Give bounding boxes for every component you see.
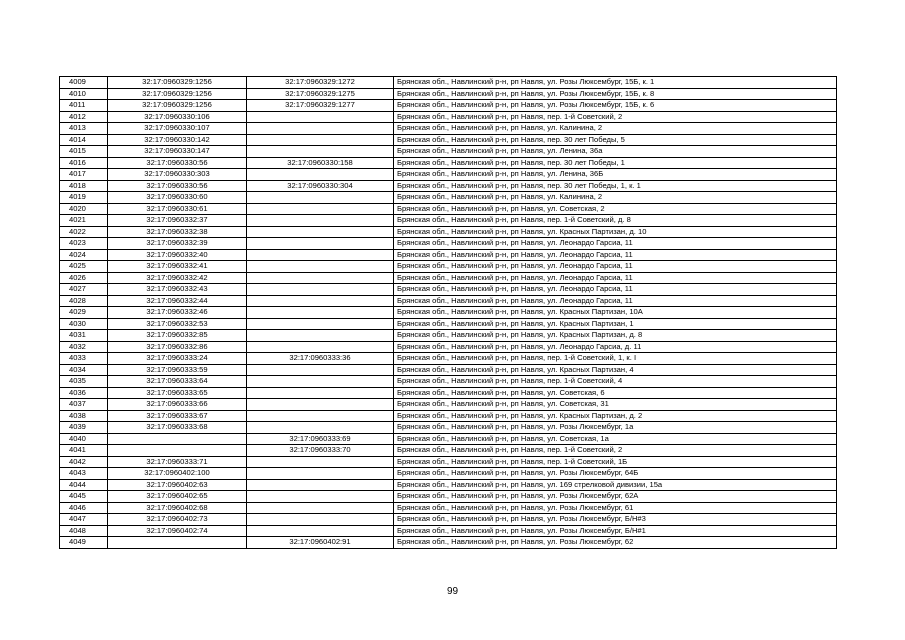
address-cell: Брянская обл., Навлинский р-н, рп Навля, пер. 1-й Советский, 2 bbox=[394, 445, 837, 457]
row-number-cell: 4040 bbox=[60, 433, 108, 445]
table-row bbox=[60, 77, 837, 89]
property-registry-table bbox=[59, 76, 837, 549]
table-row bbox=[60, 88, 837, 100]
cadastral-number-cell: 32:17:0960332:37 bbox=[108, 215, 247, 227]
cadastral-number-cell: 32:17:0960333:64 bbox=[108, 376, 247, 388]
cadastral-number-cell: 32:17:0960333:24 bbox=[108, 353, 247, 365]
related-cadastral-number-cell: 32:17:0960330:304 bbox=[247, 180, 394, 192]
address-cell: Брянская обл., Навлинский р-н, рп Навля, ул. Розы Люксембург, 15Б, к. 6 bbox=[394, 100, 837, 112]
cadastral-number-cell: 32:17:0960333:67 bbox=[108, 410, 247, 422]
related-cadastral-number-cell bbox=[247, 146, 394, 158]
cadastral-number-cell: 32:17:0960332:38 bbox=[108, 226, 247, 238]
address-cell: Брянская обл., Навлинский р-н, рп Навля, пер. 1-й Советский, 2 bbox=[394, 111, 837, 123]
related-cadastral-number-cell bbox=[247, 123, 394, 135]
row-number-cell: 4032 bbox=[60, 341, 108, 353]
related-cadastral-number-cell bbox=[247, 295, 394, 307]
cadastral-number-cell: 32:17:0960332:43 bbox=[108, 284, 247, 296]
table-row bbox=[60, 100, 837, 112]
related-cadastral-number-cell bbox=[247, 318, 394, 330]
address-cell: Брянская обл., Навлинский р-н, рп Навля, ул. Леонардо Гарсиа, 11 bbox=[394, 284, 837, 296]
cadastral-number-cell: 32:17:0960333:65 bbox=[108, 387, 247, 399]
row-number-cell: 4037 bbox=[60, 399, 108, 411]
related-cadastral-number-cell: 32:17:0960333:70 bbox=[247, 445, 394, 457]
address-cell: Брянская обл., Навлинский р-н, рп Навля, ул. Розы Люксембург, 15Б, к. 1 bbox=[394, 77, 837, 89]
row-number-cell: 4017 bbox=[60, 169, 108, 181]
registry-table-body bbox=[60, 77, 837, 549]
row-number-cell: 4026 bbox=[60, 272, 108, 284]
row-number-cell: 4047 bbox=[60, 514, 108, 526]
related-cadastral-number-cell bbox=[247, 456, 394, 468]
row-number-cell: 4015 bbox=[60, 146, 108, 158]
row-number-cell: 4046 bbox=[60, 502, 108, 514]
table-row bbox=[60, 491, 837, 503]
address-cell: Брянская обл., Навлинский р-н, рп Навля, ул. Красных Партизан, 1 bbox=[394, 318, 837, 330]
table-row bbox=[60, 479, 837, 491]
related-cadastral-number-cell bbox=[247, 192, 394, 204]
address-cell: Брянская обл., Навлинский р-н, рп Навля, ул. Розы Люксембург, 61 bbox=[394, 502, 837, 514]
cadastral-number-cell: 32:17:0960402:100 bbox=[108, 468, 247, 480]
cadastral-number-cell: 32:17:0960333:68 bbox=[108, 422, 247, 434]
row-number-cell: 4041 bbox=[60, 445, 108, 457]
cadastral-number-cell: 32:17:0960330:56 bbox=[108, 157, 247, 169]
cadastral-number-cell: 32:17:0960402:68 bbox=[108, 502, 247, 514]
row-number-cell: 4027 bbox=[60, 284, 108, 296]
related-cadastral-number-cell bbox=[247, 261, 394, 273]
address-cell: Брянская обл., Навлинский р-н, рп Навля, ул. Калинина, 2 bbox=[394, 192, 837, 204]
address-cell: Брянская обл., Навлинский р-н, рп Навля, ул. Розы Люксембург, 1а bbox=[394, 422, 837, 434]
address-cell: Брянская обл., Навлинский р-н, рп Навля, пер. 30 лет Победы, 1 bbox=[394, 157, 837, 169]
row-number-cell: 4013 bbox=[60, 123, 108, 135]
cadastral-number-cell: 32:17:0960332:46 bbox=[108, 307, 247, 319]
row-number-cell: 4023 bbox=[60, 238, 108, 250]
row-number-cell: 4029 bbox=[60, 307, 108, 319]
related-cadastral-number-cell bbox=[247, 399, 394, 411]
table-row bbox=[60, 456, 837, 468]
related-cadastral-number-cell bbox=[247, 364, 394, 376]
table-row bbox=[60, 376, 837, 388]
cadastral-number-cell: 32:17:0960402:63 bbox=[108, 479, 247, 491]
address-cell: Брянская обл., Навлинский р-н, рп Навля, пер. 1-й Советский, 1Б bbox=[394, 456, 837, 468]
table-row bbox=[60, 192, 837, 204]
cadastral-number-cell: 32:17:0960330:142 bbox=[108, 134, 247, 146]
table-row bbox=[60, 410, 837, 422]
cadastral-number-cell: 32:17:0960332:53 bbox=[108, 318, 247, 330]
related-cadastral-number-cell bbox=[247, 111, 394, 123]
table-row bbox=[60, 272, 837, 284]
related-cadastral-number-cell bbox=[247, 330, 394, 342]
cadastral-number-cell: 32:17:0960330:56 bbox=[108, 180, 247, 192]
row-number-cell: 4038 bbox=[60, 410, 108, 422]
cadastral-number-cell: 32:17:0960332:85 bbox=[108, 330, 247, 342]
cadastral-number-cell: 32:17:0960330:147 bbox=[108, 146, 247, 158]
related-cadastral-number-cell: 32:17:0960333:69 bbox=[247, 433, 394, 445]
cadastral-number-cell: 32:17:0960330:106 bbox=[108, 111, 247, 123]
related-cadastral-number-cell bbox=[247, 215, 394, 227]
table-row bbox=[60, 284, 837, 296]
row-number-cell: 4018 bbox=[60, 180, 108, 192]
row-number-cell: 4011 bbox=[60, 100, 108, 112]
row-number-cell: 4016 bbox=[60, 157, 108, 169]
address-cell: Брянская обл., Навлинский р-н, рп Навля, ул. Леонардо Гарсиа, 11 bbox=[394, 295, 837, 307]
address-cell: Брянская обл., Навлинский р-н, рп Навля, ул. Леонардо Гарсиа, 11 bbox=[394, 272, 837, 284]
related-cadastral-number-cell bbox=[247, 238, 394, 250]
table-row bbox=[60, 330, 837, 342]
related-cadastral-number-cell: 32:17:0960402:91 bbox=[247, 537, 394, 549]
cadastral-number-cell: 32:17:0960332:42 bbox=[108, 272, 247, 284]
row-number-cell: 4042 bbox=[60, 456, 108, 468]
table-row bbox=[60, 537, 837, 549]
address-cell: Брянская обл., Навлинский р-н, рп Навля, ул. Красных Партизан, 10А bbox=[394, 307, 837, 319]
cadastral-number-cell: 32:17:0960329:1256 bbox=[108, 77, 247, 89]
row-number-cell: 4030 bbox=[60, 318, 108, 330]
related-cadastral-number-cell bbox=[247, 514, 394, 526]
cadastral-number-cell: 32:17:0960329:1256 bbox=[108, 88, 247, 100]
table-row bbox=[60, 341, 837, 353]
address-cell: Брянская обл., Навлинский р-н, рп Навля, ул. Розы Люксембург, Б/Н#3 bbox=[394, 514, 837, 526]
address-cell: Брянская обл., Навлинский р-н, рп Навля, ул. Красных Партизан, д. 2 bbox=[394, 410, 837, 422]
cadastral-number-cell: 32:17:0960329:1256 bbox=[108, 100, 247, 112]
row-number-cell: 4022 bbox=[60, 226, 108, 238]
address-cell: Брянская обл., Навлинский р-н, рп Навля, ул. 169 стрелковой дивизии, 15а bbox=[394, 479, 837, 491]
address-cell: Брянская обл., Навлинский р-н, рп Навля, ул. Леонардо Гарсиа, 11 bbox=[394, 261, 837, 273]
table-row bbox=[60, 249, 837, 261]
table-row bbox=[60, 261, 837, 273]
cadastral-number-cell: 32:17:0960332:39 bbox=[108, 238, 247, 250]
table-row bbox=[60, 215, 837, 227]
address-cell: Брянская обл., Навлинский р-н, рп Навля, ул. Розы Люксембург, Б/Н#1 bbox=[394, 525, 837, 537]
row-number-cell: 4034 bbox=[60, 364, 108, 376]
row-number-cell: 4035 bbox=[60, 376, 108, 388]
row-number-cell: 4044 bbox=[60, 479, 108, 491]
address-cell: Брянская обл., Навлинский р-н, рп Навля, ул. Советская, 6 bbox=[394, 387, 837, 399]
row-number-cell: 4020 bbox=[60, 203, 108, 215]
table-row bbox=[60, 226, 837, 238]
row-number-cell: 4009 bbox=[60, 77, 108, 89]
address-cell: Брянская обл., Навлинский р-н, рп Навля, ул. Красных Партизан, 4 bbox=[394, 364, 837, 376]
row-number-cell: 4036 bbox=[60, 387, 108, 399]
cadastral-number-cell: 32:17:0960332:86 bbox=[108, 341, 247, 353]
related-cadastral-number-cell: 32:17:0960329:1275 bbox=[247, 88, 394, 100]
related-cadastral-number-cell bbox=[247, 525, 394, 537]
table-row bbox=[60, 203, 837, 215]
table-row bbox=[60, 295, 837, 307]
table-row bbox=[60, 123, 837, 135]
cadastral-number-cell: 32:17:0960330:107 bbox=[108, 123, 247, 135]
table-row bbox=[60, 387, 837, 399]
address-cell: Брянская обл., Навлинский р-н, рп Навля, ул. Ленина, 36Б bbox=[394, 169, 837, 181]
table-row bbox=[60, 169, 837, 181]
row-number-cell: 4012 bbox=[60, 111, 108, 123]
row-number-cell: 4019 bbox=[60, 192, 108, 204]
cadastral-number-cell: 32:17:0960330:303 bbox=[108, 169, 247, 181]
address-cell: Брянская обл., Навлинский р-н, рп Навля, ул. Розы Люксембург, 62А bbox=[394, 491, 837, 503]
table-row bbox=[60, 307, 837, 319]
table-row bbox=[60, 514, 837, 526]
address-cell: Брянская обл., Навлинский р-н, рп Навля, ул. Розы Люксембург, 64Б bbox=[394, 468, 837, 480]
table-row bbox=[60, 445, 837, 457]
row-number-cell: 4010 bbox=[60, 88, 108, 100]
table-row bbox=[60, 422, 837, 434]
related-cadastral-number-cell bbox=[247, 341, 394, 353]
table-row bbox=[60, 180, 837, 192]
related-cadastral-number-cell bbox=[247, 491, 394, 503]
row-number-cell: 4043 bbox=[60, 468, 108, 480]
table-row bbox=[60, 468, 837, 480]
related-cadastral-number-cell bbox=[247, 249, 394, 261]
related-cadastral-number-cell bbox=[247, 376, 394, 388]
related-cadastral-number-cell bbox=[247, 422, 394, 434]
page-number: 99 bbox=[446, 586, 459, 597]
address-cell: Брянская обл., Навлинский р-н, рп Навля, ул. Калинина, 2 bbox=[394, 123, 837, 135]
address-cell: Брянская обл., Навлинский р-н, рп Навля, ул. Леонардо Гарсиа, 11 bbox=[394, 238, 837, 250]
address-cell: Брянская обл., Навлинский р-н, рп Навля, ул. Красных Партизан, д. 10 bbox=[394, 226, 837, 238]
address-cell: Брянская обл., Навлинский р-н, рп Навля, ул. Ленина, 36а bbox=[394, 146, 837, 158]
address-cell: Брянская обл., Навлинский р-н, рп Навля, пер. 1-й Советский, 4 bbox=[394, 376, 837, 388]
row-number-cell: 4014 bbox=[60, 134, 108, 146]
row-number-cell: 4024 bbox=[60, 249, 108, 261]
related-cadastral-number-cell bbox=[247, 307, 394, 319]
cadastral-number-cell: 32:17:0960333:66 bbox=[108, 399, 247, 411]
related-cadastral-number-cell bbox=[247, 502, 394, 514]
address-cell: Брянская обл., Навлинский р-н, рп Навля, ул. Советская, 31 bbox=[394, 399, 837, 411]
cadastral-number-cell bbox=[108, 433, 247, 445]
related-cadastral-number-cell bbox=[247, 284, 394, 296]
cadastral-number-cell bbox=[108, 537, 247, 549]
address-cell: Брянская обл., Навлинский р-н, рп Навля, пер. 1-й Советский, 1, к. I bbox=[394, 353, 837, 365]
row-number-cell: 4039 bbox=[60, 422, 108, 434]
row-number-cell: 4025 bbox=[60, 261, 108, 273]
address-cell: Брянская обл., Навлинский р-н, рп Навля, пер. 30 лет Победы, 1, к. 1 bbox=[394, 180, 837, 192]
cadastral-number-cell: 32:17:0960330:60 bbox=[108, 192, 247, 204]
related-cadastral-number-cell bbox=[247, 410, 394, 422]
cadastral-number-cell: 32:17:0960332:44 bbox=[108, 295, 247, 307]
table-row bbox=[60, 157, 837, 169]
cadastral-number-cell bbox=[108, 445, 247, 457]
related-cadastral-number-cell: 32:17:0960329:1277 bbox=[247, 100, 394, 112]
row-number-cell: 4048 bbox=[60, 525, 108, 537]
table-row bbox=[60, 364, 837, 376]
row-number-cell: 4045 bbox=[60, 491, 108, 503]
address-cell: Брянская обл., Навлинский р-н, рп Навля, ул. Красных Партизан, д. 8 bbox=[394, 330, 837, 342]
row-number-cell: 4049 bbox=[60, 537, 108, 549]
table-row bbox=[60, 525, 837, 537]
address-cell: Брянская обл., Навлинский р-н, рп Навля, ул. Леонардо Гарсиа, д. 11 bbox=[394, 341, 837, 353]
address-cell: Брянская обл., Навлинский р-н, рп Навля, ул. Леонардо Гарсиа, 11 bbox=[394, 249, 837, 261]
table-row bbox=[60, 146, 837, 158]
row-number-cell: 4033 bbox=[60, 353, 108, 365]
cadastral-number-cell: 32:17:0960332:41 bbox=[108, 261, 247, 273]
address-cell: Брянская обл., Навлинский р-н, рп Навля, ул. Розы Люксембург, 15Б, к. 8 bbox=[394, 88, 837, 100]
table-row bbox=[60, 111, 837, 123]
cadastral-number-cell: 32:17:0960333:59 bbox=[108, 364, 247, 376]
table-row bbox=[60, 318, 837, 330]
cadastral-number-cell: 32:17:0960402:74 bbox=[108, 525, 247, 537]
row-number-cell: 4031 bbox=[60, 330, 108, 342]
address-cell: Брянская обл., Навлинский р-н, рп Навля, ул. Советская, 2 bbox=[394, 203, 837, 215]
cadastral-number-cell: 32:17:0960332:40 bbox=[108, 249, 247, 261]
row-number-cell: 4028 bbox=[60, 295, 108, 307]
cadastral-number-cell: 32:17:0960333:71 bbox=[108, 456, 247, 468]
address-cell: Брянская обл., Навлинский р-н, рп Навля, пер. 1-й Советский, д. 8 bbox=[394, 215, 837, 227]
related-cadastral-number-cell bbox=[247, 169, 394, 181]
related-cadastral-number-cell: 32:17:0960333:36 bbox=[247, 353, 394, 365]
address-cell: Брянская обл., Навлинский р-н, рп Навля, пер. 30 лет Победы, 5 bbox=[394, 134, 837, 146]
related-cadastral-number-cell bbox=[247, 468, 394, 480]
related-cadastral-number-cell bbox=[247, 272, 394, 284]
related-cadastral-number-cell: 32:17:0960330:158 bbox=[247, 157, 394, 169]
table-row bbox=[60, 238, 837, 250]
table-row bbox=[60, 433, 837, 445]
address-cell: Брянская обл., Навлинский р-н, рп Навля, ул. Розы Люксембург, 62 bbox=[394, 537, 837, 549]
table-row bbox=[60, 502, 837, 514]
related-cadastral-number-cell: 32:17:0960329:1272 bbox=[247, 77, 394, 89]
row-number-cell: 4021 bbox=[60, 215, 108, 227]
related-cadastral-number-cell bbox=[247, 203, 394, 215]
cadastral-number-cell: 32:17:0960402:73 bbox=[108, 514, 247, 526]
related-cadastral-number-cell bbox=[247, 479, 394, 491]
table-row bbox=[60, 399, 837, 411]
table-row bbox=[60, 353, 837, 365]
related-cadastral-number-cell bbox=[247, 134, 394, 146]
related-cadastral-number-cell bbox=[247, 226, 394, 238]
address-cell: Брянская обл., Навлинский р-н, рп Навля, ул. Советская, 1а bbox=[394, 433, 837, 445]
table-row bbox=[60, 134, 837, 146]
cadastral-number-cell: 32:17:0960402:65 bbox=[108, 491, 247, 503]
cadastral-number-cell: 32:17:0960330:61 bbox=[108, 203, 247, 215]
related-cadastral-number-cell bbox=[247, 387, 394, 399]
